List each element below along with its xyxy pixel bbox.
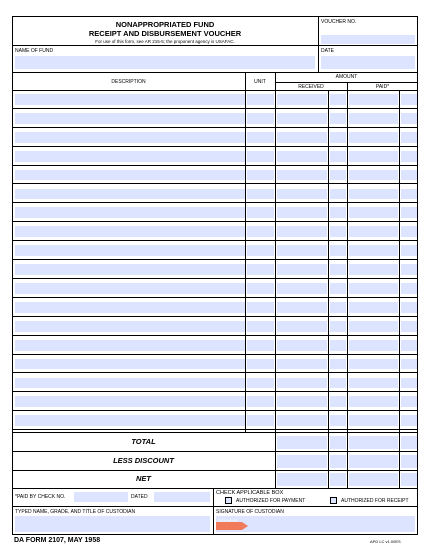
paid-field[interactable] bbox=[349, 340, 398, 351]
total-paid-field[interactable] bbox=[349, 436, 398, 449]
unit-field[interactable] bbox=[247, 245, 274, 256]
table-row bbox=[12, 392, 418, 411]
paid-field[interactable] bbox=[349, 415, 398, 426]
unit-field[interactable] bbox=[247, 151, 274, 162]
table-row bbox=[12, 317, 418, 336]
description-field[interactable] bbox=[15, 94, 245, 105]
received-cents-field[interactable] bbox=[330, 151, 346, 162]
net-received-cents-field[interactable] bbox=[330, 473, 346, 486]
check-no-field[interactable] bbox=[74, 492, 128, 502]
voucher-no-field[interactable] bbox=[321, 35, 415, 44]
table-row bbox=[12, 298, 418, 317]
received-field[interactable] bbox=[277, 245, 327, 256]
custodian-name-label: TYPED NAME, GRADE, AND TITLE OF CUSTODIAN bbox=[15, 509, 136, 515]
paid-field[interactable] bbox=[349, 189, 398, 200]
paid-header: PAID* bbox=[375, 84, 390, 90]
custodian-name-field[interactable] bbox=[15, 516, 210, 532]
net-label: NET bbox=[136, 474, 151, 483]
received-cents-field[interactable] bbox=[330, 245, 346, 256]
voucher-no-label: VOUCHER NO. bbox=[321, 19, 357, 25]
unit-field[interactable] bbox=[247, 113, 274, 124]
unit-field[interactable] bbox=[247, 170, 274, 181]
paid-cents-field[interactable] bbox=[401, 396, 417, 407]
total-label: TOTAL bbox=[131, 437, 156, 446]
check-date-field[interactable] bbox=[154, 492, 210, 502]
unit-field[interactable] bbox=[247, 396, 274, 407]
received-cents-field[interactable] bbox=[330, 340, 346, 351]
check-applicable-label: CHECK APPLICABLE BOX bbox=[216, 490, 284, 496]
received-cents-field[interactable] bbox=[330, 189, 346, 200]
description-field[interactable] bbox=[15, 359, 245, 370]
table-row bbox=[12, 203, 418, 222]
received-field[interactable] bbox=[277, 132, 327, 143]
table-row bbox=[12, 241, 418, 260]
discount-paid-field[interactable] bbox=[349, 455, 398, 468]
received-cents-field[interactable] bbox=[330, 264, 346, 275]
paid-cents-field[interactable] bbox=[401, 283, 417, 294]
form-title-line1: NONAPPROPRIATED FUND bbox=[115, 20, 215, 29]
paid-cents-field[interactable] bbox=[401, 415, 417, 426]
table-row bbox=[12, 147, 418, 166]
received-field[interactable] bbox=[277, 189, 327, 200]
table-row bbox=[12, 260, 418, 279]
description-field[interactable] bbox=[15, 283, 245, 294]
received-cents-field[interactable] bbox=[330, 170, 346, 181]
footer-divider bbox=[12, 506, 418, 507]
received-field[interactable] bbox=[277, 378, 327, 389]
description-field[interactable] bbox=[15, 245, 245, 256]
received-field[interactable] bbox=[277, 94, 327, 105]
form-id: DA FORM 2107, MAY 1958 bbox=[14, 537, 101, 544]
received-cents-field[interactable] bbox=[330, 359, 346, 370]
total-received-field[interactable] bbox=[277, 436, 327, 449]
totals-divider-1 bbox=[12, 451, 418, 452]
received-cents-field[interactable] bbox=[330, 415, 346, 426]
paid-field[interactable] bbox=[349, 302, 398, 313]
description-field[interactable] bbox=[15, 226, 245, 237]
paid-cents-field[interactable] bbox=[401, 207, 417, 218]
description-field[interactable] bbox=[15, 340, 245, 351]
unit-field[interactable] bbox=[247, 321, 274, 332]
received-cents-field[interactable] bbox=[330, 378, 346, 389]
authorized-payment-checkbox[interactable] bbox=[225, 497, 232, 504]
description-field[interactable] bbox=[15, 378, 245, 389]
paid-field[interactable] bbox=[349, 396, 398, 407]
paid-field[interactable] bbox=[349, 113, 398, 124]
paid-cents-field[interactable] bbox=[401, 264, 417, 275]
paid-by-check-label: *PAID BY CHECK NO. bbox=[15, 494, 66, 500]
received-field[interactable] bbox=[277, 113, 327, 124]
paid-cents-field[interactable] bbox=[401, 226, 417, 237]
received-field[interactable] bbox=[277, 207, 327, 218]
sign-here-tag bbox=[216, 517, 248, 525]
form-proponent-note: For use of this form, see AR 215-5; the proponent agency is USAFAC. bbox=[95, 39, 235, 44]
received-cents-field[interactable] bbox=[330, 113, 346, 124]
table-row bbox=[12, 109, 418, 128]
less-discount-label: LESS DISCOUNT bbox=[113, 456, 174, 465]
authorized-receipt-label: AUTHORIZED FOR RECEIPT bbox=[341, 498, 409, 504]
unit-field[interactable] bbox=[247, 189, 274, 200]
paid-field[interactable] bbox=[349, 359, 398, 370]
unit-field[interactable] bbox=[247, 359, 274, 370]
table-row bbox=[12, 336, 418, 355]
authorized-payment-label: AUTHORIZED FOR PAYMENT bbox=[236, 498, 306, 504]
description-field[interactable] bbox=[15, 207, 245, 218]
unit-field[interactable] bbox=[247, 94, 274, 105]
table-row bbox=[12, 185, 418, 204]
received-cents-field[interactable] bbox=[330, 132, 346, 143]
received-cents-field[interactable] bbox=[330, 207, 346, 218]
description-field[interactable] bbox=[15, 170, 245, 181]
date-label: DATE bbox=[321, 48, 334, 54]
paid-cents-field[interactable] bbox=[401, 94, 417, 105]
description-field[interactable] bbox=[15, 264, 245, 275]
description-field[interactable] bbox=[15, 151, 245, 162]
table-row bbox=[12, 222, 418, 241]
paid-field[interactable] bbox=[349, 132, 398, 143]
table-row bbox=[12, 355, 418, 374]
totals-top bbox=[12, 432, 418, 433]
unit-field[interactable] bbox=[247, 132, 274, 143]
discount-received-field[interactable] bbox=[277, 455, 327, 468]
description-field[interactable] bbox=[15, 302, 245, 313]
unit-field[interactable] bbox=[247, 302, 274, 313]
received-cents-field[interactable] bbox=[330, 226, 346, 237]
discount-paid-cents-field[interactable] bbox=[401, 455, 417, 468]
form-title-line2: RECEIPT AND DISBURSEMENT VOUCHER bbox=[88, 29, 242, 38]
authorized-receipt-checkbox[interactable] bbox=[330, 497, 337, 504]
received-field[interactable] bbox=[277, 302, 327, 313]
description-field[interactable] bbox=[15, 415, 245, 426]
received-cents-field[interactable] bbox=[330, 396, 346, 407]
description-field[interactable] bbox=[15, 321, 245, 332]
unit-field[interactable] bbox=[247, 226, 274, 237]
paid-field[interactable] bbox=[349, 170, 398, 181]
dated-label: DATED bbox=[131, 494, 148, 500]
footer-top bbox=[12, 488, 418, 489]
received-field[interactable] bbox=[277, 321, 327, 332]
received-field[interactable] bbox=[277, 264, 327, 275]
total-paid-cents-field[interactable] bbox=[401, 436, 417, 449]
fund-name-field[interactable] bbox=[15, 56, 315, 69]
paid-cents-field[interactable] bbox=[401, 245, 417, 256]
table-row bbox=[12, 411, 418, 430]
received-field[interactable] bbox=[277, 396, 327, 407]
table-row bbox=[12, 90, 418, 109]
table-row bbox=[12, 128, 418, 147]
sign-here-text: SIGN HERE bbox=[218, 519, 238, 523]
received-cents-field[interactable] bbox=[330, 321, 346, 332]
received-field[interactable] bbox=[277, 151, 327, 162]
received-cents-field[interactable] bbox=[330, 283, 346, 294]
table-row bbox=[12, 166, 418, 185]
totals-divider-2 bbox=[12, 470, 418, 471]
description-header: DESCRIPTION bbox=[111, 79, 146, 85]
paid-field[interactable] bbox=[349, 94, 398, 105]
paid-cents-field[interactable] bbox=[401, 340, 417, 351]
received-cents-field[interactable] bbox=[330, 302, 346, 313]
received-field[interactable] bbox=[277, 415, 327, 426]
paid-field[interactable] bbox=[349, 321, 398, 332]
paid-cents-field[interactable] bbox=[401, 321, 417, 332]
paid-field[interactable] bbox=[349, 226, 398, 237]
form-version: APD LC v1.00ES bbox=[370, 539, 401, 544]
fund-name-label: NAME OF FUND bbox=[15, 48, 54, 54]
discount-received-cents-field[interactable] bbox=[330, 455, 346, 468]
description-field[interactable] bbox=[15, 132, 245, 143]
table-header-top bbox=[12, 72, 418, 73]
unit-field[interactable] bbox=[247, 264, 274, 275]
paid-field[interactable] bbox=[349, 283, 398, 294]
paid-cents-field[interactable] bbox=[401, 151, 417, 162]
paid-field[interactable] bbox=[349, 378, 398, 389]
unit-field[interactable] bbox=[247, 340, 274, 351]
table-row bbox=[12, 279, 418, 298]
description-field[interactable] bbox=[15, 113, 245, 124]
received-field[interactable] bbox=[277, 359, 327, 370]
unit-field[interactable] bbox=[247, 415, 274, 426]
paid-cents-field[interactable] bbox=[401, 113, 417, 124]
fund-row-divider bbox=[12, 45, 418, 46]
table-row bbox=[12, 374, 418, 393]
paid-field[interactable] bbox=[349, 245, 398, 256]
paid-cents-field[interactable] bbox=[401, 170, 417, 181]
received-field[interactable] bbox=[277, 170, 327, 181]
description-field[interactable] bbox=[15, 396, 245, 407]
paid-cents-field[interactable] bbox=[401, 132, 417, 143]
paid-field[interactable] bbox=[349, 207, 398, 218]
received-field[interactable] bbox=[277, 283, 327, 294]
date-divider bbox=[318, 45, 319, 72]
paid-field[interactable] bbox=[349, 264, 398, 275]
footer-mid-divider bbox=[213, 488, 214, 535]
unit-field[interactable] bbox=[247, 283, 274, 294]
paid-cents-field[interactable] bbox=[401, 302, 417, 313]
unit-field[interactable] bbox=[247, 378, 274, 389]
received-field[interactable] bbox=[277, 340, 327, 351]
paid-cents-field[interactable] bbox=[401, 378, 417, 389]
date-field[interactable] bbox=[321, 56, 415, 69]
paid-cents-field[interactable] bbox=[401, 359, 417, 370]
received-cents-field[interactable] bbox=[330, 94, 346, 105]
received-header: RECEIVED bbox=[298, 84, 324, 90]
unit-field[interactable] bbox=[247, 207, 274, 218]
paid-field[interactable] bbox=[349, 151, 398, 162]
description-field[interactable] bbox=[15, 189, 245, 200]
total-received-cents-field[interactable] bbox=[330, 436, 346, 449]
net-paid-field[interactable] bbox=[349, 473, 398, 486]
paid-cents-field[interactable] bbox=[401, 189, 417, 200]
received-field[interactable] bbox=[277, 226, 327, 237]
amount-header: AMOUNT bbox=[335, 74, 358, 80]
net-paid-cents-field[interactable] bbox=[401, 473, 417, 486]
custodian-signature-label: SIGNATURE OF CUSTODIAN bbox=[216, 509, 284, 515]
unit-header: UNIT bbox=[254, 79, 266, 85]
net-received-field[interactable] bbox=[277, 473, 327, 486]
